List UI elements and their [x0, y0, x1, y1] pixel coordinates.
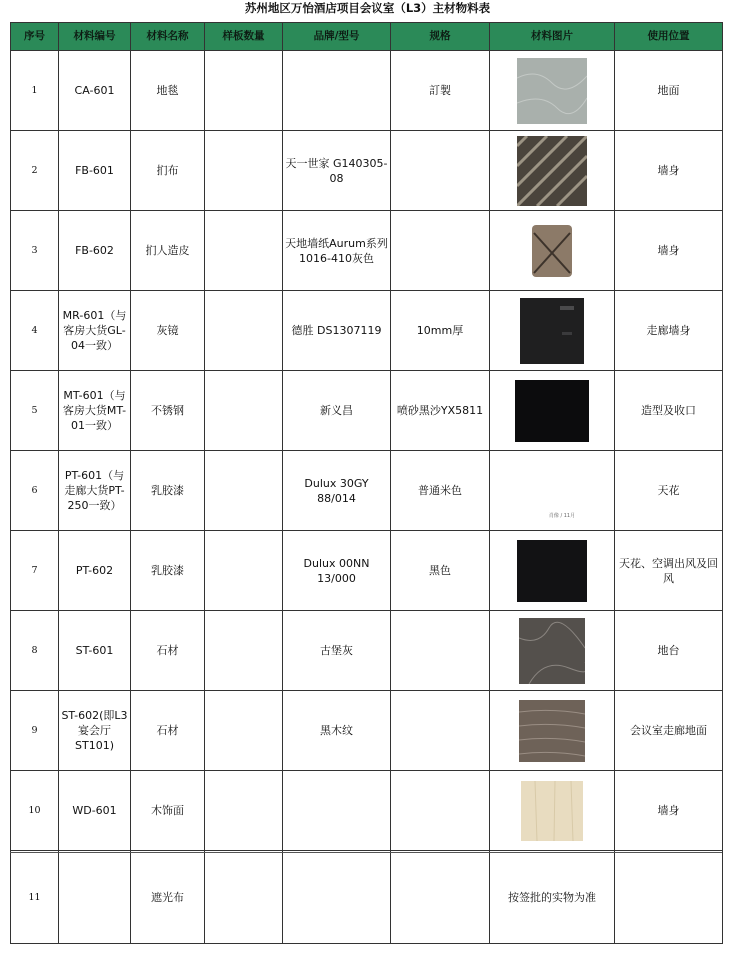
cell-code: MR-601（与客房大货GL-04一致） — [59, 291, 131, 371]
cell-code: ST-601 — [59, 611, 131, 691]
cell-image — [490, 371, 615, 451]
cell-location: 天花、空调出风及回风 — [615, 531, 723, 611]
cell-image — [490, 691, 615, 771]
table-row — [11, 291, 723, 371]
cell-brand: Dulux 30GY 88/014 — [283, 451, 391, 531]
table-row — [11, 851, 723, 944]
cell-qty — [205, 771, 283, 851]
cell-name: 地毯 — [131, 51, 205, 131]
carpet-swatch — [517, 58, 587, 124]
header-no: 序号 — [11, 23, 59, 51]
cell-qty — [205, 51, 283, 131]
table-row — [11, 531, 723, 611]
cell-name: 不锈钢 — [131, 371, 205, 451]
cell-location: 墙身 — [615, 771, 723, 851]
cell-code — [59, 851, 131, 944]
table-row — [11, 611, 723, 691]
cell-no: 10 — [11, 771, 59, 851]
header-location: 使用位置 — [615, 23, 723, 51]
cell-location: 造型及收口 — [615, 371, 723, 451]
cell-no: 1 — [11, 51, 59, 131]
cell-spec — [391, 771, 490, 851]
cell-brand — [283, 51, 391, 131]
cell-spec — [391, 211, 490, 291]
cell-image — [490, 771, 615, 851]
cell-qty — [205, 291, 283, 371]
cell-no: 7 — [11, 531, 59, 611]
cell-spec: 喷砂黑沙YX5811 — [391, 371, 490, 451]
cell-image — [490, 611, 615, 691]
cell-qty — [205, 131, 283, 211]
cell-spec — [391, 851, 490, 944]
header-brand: 品牌/型号 — [283, 23, 391, 51]
table-row — [11, 451, 723, 531]
cell-brand: 黑木纹 — [283, 691, 391, 771]
cell-name: 扪人造皮 — [131, 211, 205, 291]
cell-location: 地面 — [615, 51, 723, 131]
cell-no: 11 — [11, 851, 59, 944]
cell-qty — [205, 851, 283, 944]
cell-location: 墙身 — [615, 131, 723, 211]
cell-qty — [205, 691, 283, 771]
header-code: 材料编号 — [59, 23, 131, 51]
cell-code: FB-601 — [59, 131, 131, 211]
cell-brand: 天一世家 G140305-08 — [283, 131, 391, 211]
leather-swatch — [530, 221, 574, 281]
table-row — [11, 691, 723, 771]
cell-no: 8 — [11, 611, 59, 691]
cell-spec: 黑色 — [391, 531, 490, 611]
cell-image — [490, 51, 615, 131]
table-row — [11, 211, 723, 291]
cell-qty — [205, 531, 283, 611]
cell-name: 乳胶漆 — [131, 451, 205, 531]
cell-no: 4 — [11, 291, 59, 371]
fabric-swatch — [517, 136, 587, 206]
cell-no: 3 — [11, 211, 59, 291]
wood-veneer-swatch — [521, 781, 583, 841]
cell-location: 墙身 — [615, 211, 723, 291]
cell-name: 遮光布 — [131, 851, 205, 944]
materials-table — [10, 22, 723, 944]
wood-grain-stone-swatch — [519, 700, 585, 762]
table-row — [11, 51, 723, 131]
cell-no: 2 — [11, 131, 59, 211]
grey-stone-swatch — [519, 618, 585, 684]
divider — [10, 852, 722, 853]
cell-qty — [205, 211, 283, 291]
cell-name: 木饰面 — [131, 771, 205, 851]
cell-no: 6 — [11, 451, 59, 531]
steel-swatch — [515, 380, 589, 442]
cell-code: CA-601 — [59, 51, 131, 131]
cell-spec — [391, 131, 490, 211]
cell-brand: Dulux 00NN 13/000 — [283, 531, 391, 611]
header-name: 材料名称 — [131, 23, 205, 51]
page-title: 苏州地区万怡酒店项目会议室（L3）主材物料表 — [244, 1, 491, 15]
table-row — [11, 371, 723, 451]
cell-brand: 德胜 DS1307119 — [283, 291, 391, 371]
cell-image — [490, 291, 615, 371]
cell-image — [490, 211, 615, 291]
mirror-swatch — [520, 298, 584, 364]
cell-code: PT-601（与走廊大货PT-250一致） — [59, 451, 131, 531]
header-row — [11, 23, 723, 51]
cell-name: 石材 — [131, 691, 205, 771]
cell-spec — [391, 611, 490, 691]
cell-name: 石材 — [131, 611, 205, 691]
header-spec: 规格 — [391, 23, 490, 51]
table-row — [11, 131, 723, 211]
cell-qty — [205, 611, 283, 691]
black-paint-swatch — [517, 540, 587, 602]
cell-qty — [205, 371, 283, 451]
header-qty: 样板数量 — [205, 23, 283, 51]
cell-spec: 普通米色 — [391, 451, 490, 531]
cell-location: 天花 — [615, 451, 723, 531]
cell-location: 地台 — [615, 611, 723, 691]
cell-location: 走廊墙身 — [615, 291, 723, 371]
cell-spec — [391, 691, 490, 771]
cell-code: PT-602 — [59, 531, 131, 611]
cell-code: ST-602(即L3宴会厅ST101) — [59, 691, 131, 771]
cell-name: 乳胶漆 — [131, 531, 205, 611]
cell-location — [615, 851, 723, 944]
cell-spec: 訂製 — [391, 51, 490, 131]
cell-name: 扪布 — [131, 131, 205, 211]
cell-brand: 天地墙纸Aurum系列1016-410灰色 — [283, 211, 391, 291]
cell-name: 灰镜 — [131, 291, 205, 371]
cell-brand — [283, 851, 391, 944]
cell-brand: 新义昌 — [283, 371, 391, 451]
cell-spec: 10mm厚 — [391, 291, 490, 371]
cell-image — [490, 531, 615, 611]
header-image: 材料图片 — [490, 23, 615, 51]
cell-code: MT-601（与客房大货MT-01一致） — [59, 371, 131, 451]
cell-code: FB-602 — [59, 211, 131, 291]
swatch-label: 肖像 / 11月 — [548, 512, 576, 519]
cell-image — [490, 451, 615, 531]
cell-qty — [205, 451, 283, 531]
cell-brand — [283, 771, 391, 851]
cell-image-note: 按签批的实物为准 — [490, 851, 615, 944]
cell-image — [490, 131, 615, 211]
cell-code: WD-601 — [59, 771, 131, 851]
cell-no: 5 — [11, 371, 59, 451]
cell-location: 会议室走廊地面 — [615, 691, 723, 771]
table-row — [11, 771, 723, 851]
cell-brand: 古堡灰 — [283, 611, 391, 691]
cell-no: 9 — [11, 691, 59, 771]
